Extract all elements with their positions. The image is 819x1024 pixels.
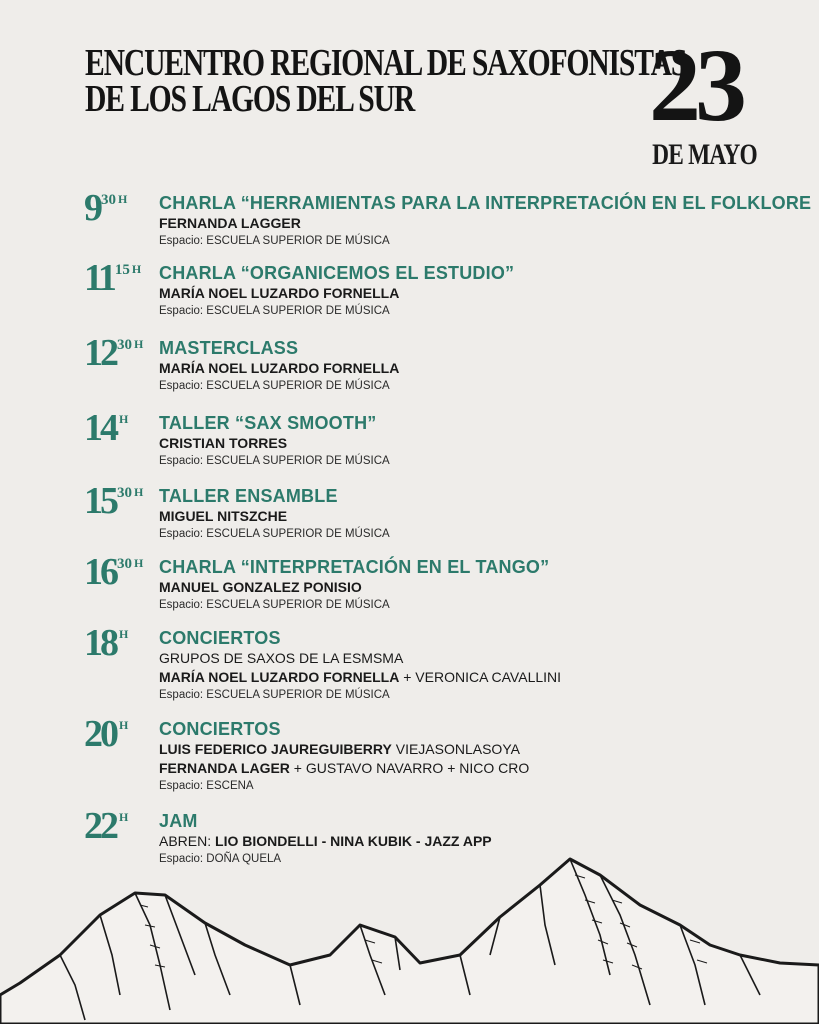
performer: MARÍA NOEL LUZARDO FORNELLA bbox=[159, 285, 400, 301]
venue: Espacio: ESCUELA SUPERIOR DE MÚSICA bbox=[159, 455, 390, 467]
venue: Espacio: ESCUELA SUPERIOR DE MÚSICA bbox=[159, 528, 390, 540]
event-name: CONCIERTOS bbox=[159, 628, 281, 648]
event-name: CHARLA “ORGANICEMOS EL ESTUDIO” bbox=[159, 263, 515, 283]
event-name: CHARLA “INTERPRETACIÓN EN EL TANGO” bbox=[159, 557, 550, 577]
venue: Espacio: ESCUELA SUPERIOR DE MÚSICA bbox=[159, 380, 390, 392]
performer-line: MARÍA NOEL LUZARDO FORNELLA + VERONICA CAVALLINI bbox=[159, 669, 562, 685]
venue: Espacio: DOÑA QUELA bbox=[159, 853, 282, 865]
mountains-illustration bbox=[0, 845, 819, 1024]
performer: MANUEL GONZALEZ PONISIO bbox=[159, 579, 362, 595]
performer-line: GRUPOS DE SAXOS DE LA ESMSMA bbox=[159, 650, 404, 666]
performer: MARÍA NOEL LUZARDO FORNELLA bbox=[159, 360, 400, 376]
performer: CRISTIAN TORRES bbox=[159, 435, 288, 451]
event-time: 18 $^H$ bbox=[84, 622, 129, 664]
venue: Espacio: ESCUELA SUPERIOR DE MÚSICA bbox=[159, 599, 390, 611]
event-name: MASTERCLASS bbox=[159, 338, 299, 358]
event-title bbox=[85, 42, 687, 120]
venue: Espacio: ESCUELA SUPERIOR DE MÚSICA bbox=[159, 235, 390, 247]
performer: MIGUEL NITSZCHE bbox=[159, 508, 288, 524]
event-name: JAM bbox=[159, 811, 198, 831]
event-time: 1230 $^H$ bbox=[84, 332, 144, 374]
date-month: DE MAYO bbox=[652, 138, 757, 171]
event-time: 1115 $^H$ bbox=[84, 257, 142, 299]
date-day: 23 bbox=[649, 28, 741, 143]
event-name: TALLER “SAX SMOOTH” bbox=[159, 413, 377, 433]
event-date bbox=[640, 28, 757, 172]
performer: FERNANDA LAGGER bbox=[159, 215, 301, 231]
venue: Espacio: ESCENA bbox=[159, 780, 254, 792]
event-name: CONCIERTOS bbox=[159, 719, 281, 739]
event-time: 20 $^H$ bbox=[84, 713, 129, 755]
event-time: 22 $^H$ bbox=[84, 805, 129, 847]
venue: Espacio: ESCUELA SUPERIOR DE MÚSICA bbox=[159, 689, 390, 701]
title-line-2: DE LOS LAGOS DEL SUR bbox=[85, 78, 415, 120]
title-line-1: ENCUENTRO REGIONAL DE SAXOFONISTAS bbox=[85, 42, 687, 84]
venue: Espacio: ESCUELA SUPERIOR DE MÚSICA bbox=[159, 305, 390, 317]
event-time: 14 $^H$ bbox=[84, 407, 129, 449]
performer-line: FERNANDA LAGER + GUSTAVO NAVARRO + NICO CRO bbox=[159, 760, 530, 776]
event-time: 930 $^H$ bbox=[84, 187, 128, 229]
event-name: CHARLA “HERRAMIENTAS PARA LA INTERPRETACIÓN EN EL FOLKLORE bbox=[159, 193, 812, 213]
event-time: 1530 $^H$ bbox=[84, 480, 144, 522]
event-time: 1630 $^H$ bbox=[84, 551, 144, 593]
performer-line: ABREN: LIO BIONDELLI - NINA KUBIK - JAZZ APP bbox=[159, 833, 492, 849]
performer-line: LUIS FEDERICO JAUREGUIBERRY VIEJASONLASOYA bbox=[159, 741, 520, 757]
event-name: TALLER ENSAMBLE bbox=[159, 486, 338, 506]
